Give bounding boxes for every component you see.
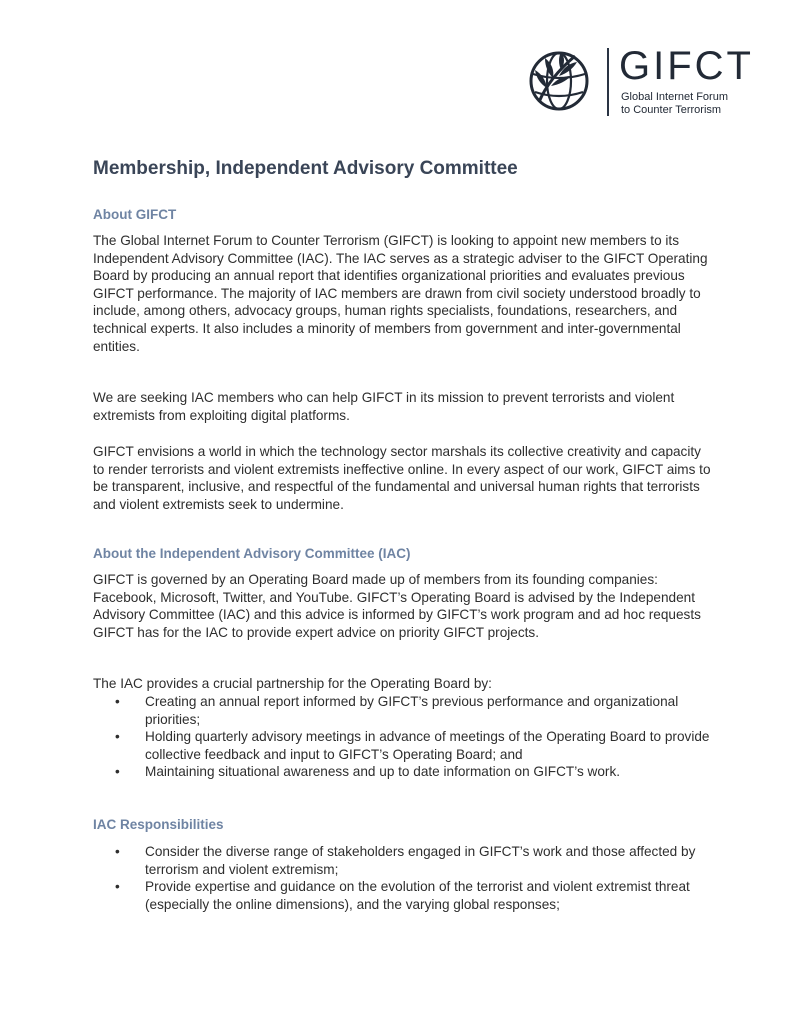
list-item bbox=[93, 763, 713, 781]
iac-responsibilities-list bbox=[93, 843, 713, 913]
globe-with-olive-branch-icon bbox=[527, 48, 591, 112]
section-heading-about-gifct: About GIFCT bbox=[93, 207, 177, 222]
section-heading-about-iac: About the Independent Advisory Committee (IAC) bbox=[93, 546, 411, 561]
logo-wordmark: GIFCT bbox=[619, 44, 754, 88]
list-item bbox=[93, 843, 713, 878]
bullet-icon: • bbox=[115, 694, 120, 709]
list-item-text: Consider the diverse range of stakeholders engaged in GIFCT’s work and those affected by terrorism and violent extremism; bbox=[145, 844, 696, 877]
list-item-text: Provide expertise and guidance on the evolution of the terrorist and violent extremist threat (especially the online dimensions), and the varying global responses; bbox=[145, 879, 690, 912]
logo-subtitle bbox=[621, 91, 728, 117]
bullet-icon: • bbox=[115, 879, 120, 895]
paragraph-about-gifct-2: We are seeking IAC members who can help GIFCT in its mission to prevent terrorists and violent extremists from exploiting digital platforms. bbox=[93, 390, 675, 423]
logo-subtitle-line2: to Counter Terrorism bbox=[621, 104, 722, 116]
paragraph-about-iac-1: GIFCT is governed by an Operating Board made up of members from its founding companies: Facebook, Microsoft, Twitter, and YouTube. GIFCT’s Operating Board is advised by the Independent Advisory Committee (IAC) and this advice is informed by GIFCT’s work program and ad hoc requests GIFCT has for the IAC to provide expert advice on priority GIFCT projects. bbox=[93, 572, 701, 640]
gifct-logo bbox=[527, 44, 754, 120]
logo-divider bbox=[607, 48, 609, 116]
bullet-icon: • bbox=[115, 844, 120, 859]
list-item-text: Maintaining situational awareness and up to date information on GIFCT’s work. bbox=[145, 764, 621, 780]
list-item-text: Holding quarterly advisory meetings in advance of meetings of the Operating Board to provide collective feedback and input to GIFCT’s Operating Board; and bbox=[145, 729, 710, 762]
list-item bbox=[93, 693, 713, 728]
page-title: Membership, Independent Advisory Committee bbox=[93, 158, 518, 179]
section-heading-iac-responsibilities: IAC Responsibilities bbox=[93, 817, 224, 832]
iac-partnership-list bbox=[93, 693, 713, 781]
bullet-icon: • bbox=[115, 729, 120, 745]
logo-subtitle-line1: Global Internet Forum bbox=[621, 91, 728, 103]
paragraph-about-gifct-1: The Global Internet Forum to Counter Terrorism (GIFCT) is looking to appoint new members to its Independent Advisory Committee (IAC). The IAC serves as a strategic adviser to the GIFCT Operating Board by producing an annual report that identifies organizational priorities and evaluates previous GIFCT performance. The majority of IAC members are drawn from civil society understood broadly to include, among others, advocacy groups, human rights specialists, foundations, researchers, and technical experts. It also includes a minority of members from government and inter-governmental entities. bbox=[93, 233, 708, 354]
list-item bbox=[93, 728, 713, 763]
list-item bbox=[93, 878, 713, 913]
paragraph-about-iac-2: The IAC provides a crucial partnership for the Operating Board by: bbox=[93, 676, 492, 691]
list-item-text: Creating an annual report informed by GIFCT’s previous performance and organizational priorities; bbox=[145, 694, 679, 727]
paragraph-about-gifct-3: GIFCT envisions a world in which the technology sector marshals its collective creativity and capacity to render terrorists and violent extremists ineffective online. In every aspect of our work, GIFCT aims to be transparent, inclusive, and respectful of the fundamental and universal human rights that terrorists and violent extremists seek to undermine. bbox=[93, 444, 711, 512]
bullet-icon: • bbox=[115, 764, 120, 780]
